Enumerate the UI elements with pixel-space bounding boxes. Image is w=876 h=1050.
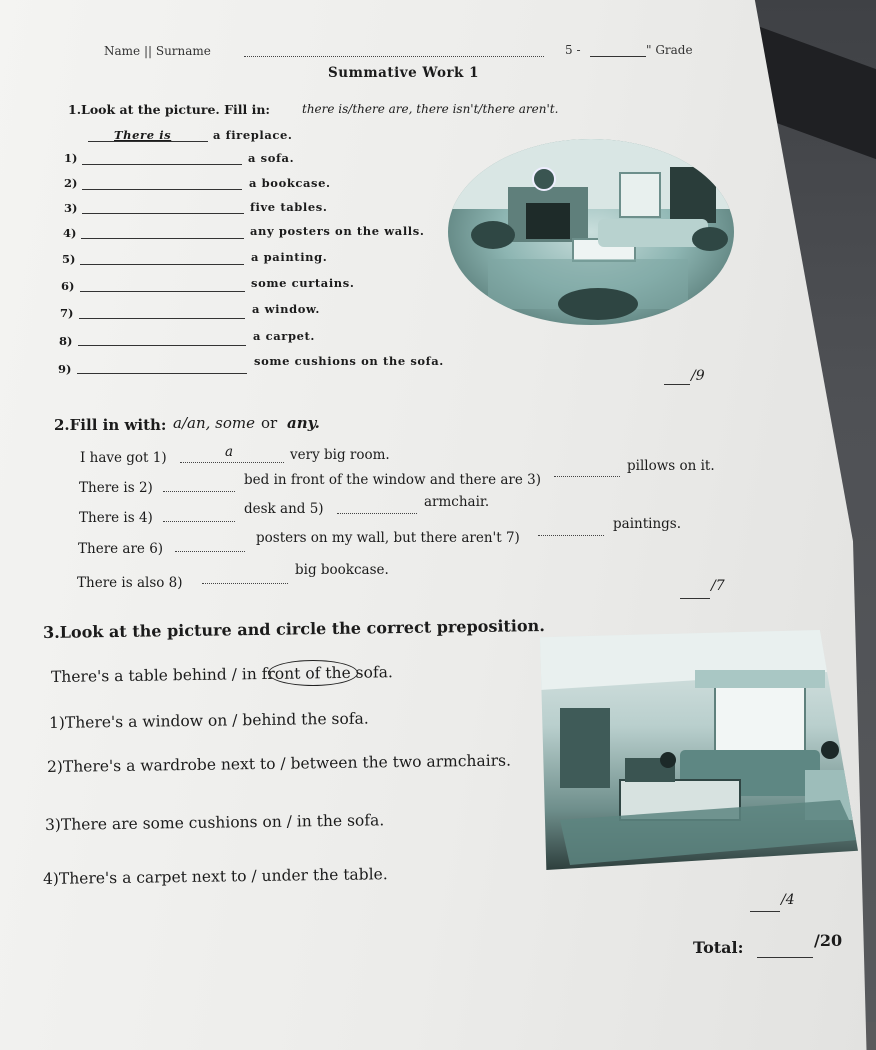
ex2-instruction: 2.Fill in with: <box>54 416 167 434</box>
ex2-blank-3[interactable] <box>554 476 620 477</box>
ex2-line-4-end: paintings. <box>613 516 682 532</box>
ex3-score-line[interactable] <box>750 911 780 912</box>
ex1-item-text: a painting. <box>251 250 328 264</box>
ex1-answer-line[interactable] <box>78 345 246 346</box>
ex2-line-2-start: There is 2) <box>79 480 153 496</box>
living-room-picture-2 <box>540 630 858 870</box>
ex1-item-number: 8) <box>59 334 73 348</box>
ex1-example-line <box>88 141 208 142</box>
ex2-blank-5[interactable] <box>337 513 417 514</box>
ex1-item-text: a bookcase. <box>249 176 331 190</box>
ex1-answer-line[interactable] <box>82 164 242 165</box>
ex1-item-number: 5) <box>62 252 76 266</box>
total-score-line[interactable] <box>757 957 813 958</box>
ex2-answer-1: a <box>225 444 234 460</box>
name-label: Name || Surname <box>104 44 211 58</box>
ex1-item-text: a carpet. <box>253 329 316 343</box>
class-label: 5 - <box>565 43 581 57</box>
ex2-line-5-end: big bookcase. <box>295 562 389 578</box>
ex1-item-number: 6) <box>61 279 75 293</box>
ex2-instruction-options: a/an, some <box>173 414 255 432</box>
ex1-answer-line[interactable] <box>80 291 245 292</box>
ex1-item-number: 3) <box>64 201 78 215</box>
ex2-line-3-mid: desk and 5) <box>244 501 324 517</box>
ex1-item-text: any posters on the walls. <box>250 224 425 238</box>
ex1-answer-line[interactable] <box>82 189 242 190</box>
ex3-example: There's a table behind / in front of the sofa. <box>50 663 393 686</box>
ex1-item-text: some curtains. <box>251 276 355 290</box>
class-field[interactable] <box>590 56 646 57</box>
ex2-line-3-end: armchair. <box>424 494 490 510</box>
page-title: Summative Work 1 <box>328 65 480 81</box>
ex1-item-text: five tables. <box>250 200 328 214</box>
ex3-question-4[interactable]: 4)There's a carpet next to / under the table. <box>42 865 388 888</box>
ex2-line-4-start: There are 6) <box>78 541 164 557</box>
ex1-item-text: a window. <box>252 302 320 316</box>
ex1-score: /9 <box>691 368 705 384</box>
ex2-line-1-end: very big room. <box>290 447 390 463</box>
ex2-score-line[interactable] <box>680 598 710 599</box>
total-label: Total: <box>693 938 744 957</box>
ex2-blank-7[interactable] <box>538 535 604 536</box>
ex1-instruction-options: there is/there are, there isn't/there aren't. <box>302 102 559 116</box>
ex2-instruction-any: any. <box>287 414 320 432</box>
ex2-line-2-end: pillows on it. <box>627 458 715 474</box>
ex3-question-3[interactable]: 3)There are some cushions on / in the sofa. <box>44 811 385 834</box>
ex3-instruction: 3.Look at the picture and circle the correct preposition. <box>42 615 545 642</box>
ex1-item-number: 9) <box>58 362 72 376</box>
ex2-line-5-start: There is also 8) <box>77 575 183 591</box>
ex1-item-text: a sofa. <box>248 151 295 165</box>
living-room-illustration <box>448 139 734 325</box>
ex2-instruction-or: or <box>261 414 278 432</box>
ex1-instruction: 1.Look at the picture. Fill in: <box>68 102 271 117</box>
ex2-blank-2[interactable] <box>163 491 235 492</box>
ex1-item-number: 2) <box>64 176 78 190</box>
ex2-blank-4[interactable] <box>163 521 235 522</box>
ex2-blank-1[interactable] <box>180 462 284 463</box>
ex2-score: /7 <box>711 578 725 594</box>
ex2-line-3-start: There is 4) <box>79 510 153 526</box>
ex1-answer-line[interactable] <box>81 238 244 239</box>
ex1-item-number: 7) <box>60 306 74 320</box>
ex1-answer-line[interactable] <box>82 213 244 214</box>
ex1-answer-line[interactable] <box>80 264 244 265</box>
ex2-blank-6[interactable] <box>175 551 245 552</box>
name-field[interactable] <box>244 56 544 57</box>
ex1-item-number: 1) <box>64 151 78 165</box>
total-score: /20 <box>814 931 843 950</box>
ex1-score-line[interactable] <box>664 384 690 385</box>
living-room-picture-1 <box>448 139 734 325</box>
ex1-item-number: 4) <box>63 226 77 240</box>
ex1-answer-line[interactable] <box>77 373 247 374</box>
ex2-line-4-mid: posters on my wall, but there aren't 7) <box>256 530 520 546</box>
ex3-question-1[interactable]: 1)There's a window on / behind the sofa. <box>48 709 369 732</box>
circled-answer-mark <box>268 660 358 686</box>
ex2-blank-8[interactable] <box>202 583 288 584</box>
ex2-line-1-start: I have got 1) <box>80 450 167 466</box>
ex1-item-text: some cushions on the sofa. <box>254 354 444 368</box>
ex1-example-rest: a fireplace. <box>213 128 293 142</box>
ex3-score: /4 <box>781 892 795 908</box>
ex1-answer-line[interactable] <box>79 318 245 319</box>
ex1-example-answer: There is <box>114 128 172 142</box>
living-room-illustration <box>540 630 858 870</box>
ex2-line-2-mid: bed in front of the window and there are 3) <box>244 472 542 488</box>
ex3-question-2[interactable]: 2)There's a wardrobe next to / between the two armchairs. <box>46 751 512 776</box>
grade-label: " Grade <box>646 43 693 57</box>
